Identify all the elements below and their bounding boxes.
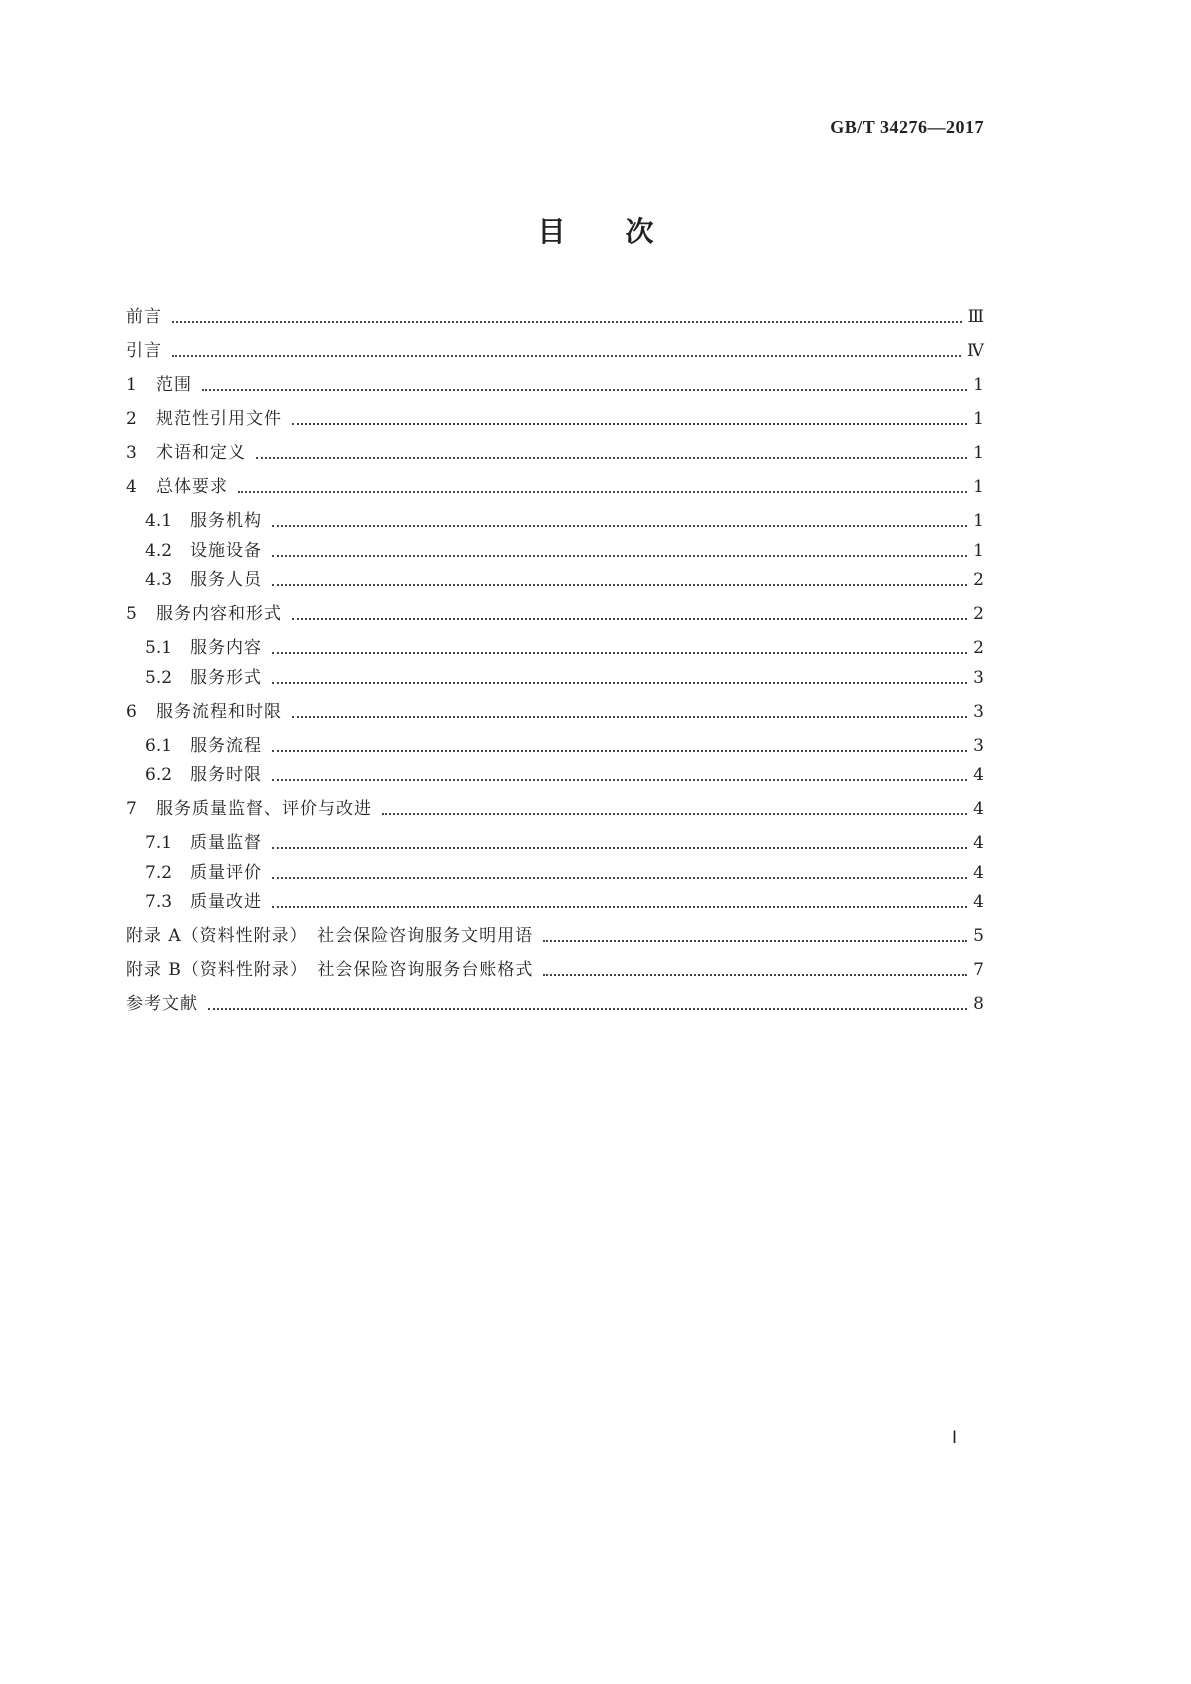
toc-entry-label: 设施设备	[190, 541, 262, 561]
dot-leader	[272, 750, 967, 752]
toc-entry-page: 2	[973, 638, 984, 658]
toc-entry-label: 范围	[156, 375, 192, 395]
dot-leader	[256, 457, 967, 459]
dot-leader	[292, 618, 967, 620]
toc-entry-label: 质量监督	[190, 833, 262, 853]
dot-leader	[543, 940, 967, 942]
toc-entry-page: 5	[973, 926, 984, 946]
dot-leader	[272, 779, 967, 781]
toc-entry-label: 参考文献	[126, 994, 198, 1014]
toc-entry-page: Ⅲ	[967, 307, 984, 327]
dot-leader	[208, 1008, 967, 1010]
toc-entry-number: 2	[126, 409, 137, 429]
toc-entry-page: 3	[973, 736, 984, 756]
dot-leader	[172, 321, 962, 323]
toc-entry-number: 4.1	[145, 511, 173, 531]
toc-entry-page: 1	[973, 511, 984, 531]
toc-entry[interactable]	[126, 924, 984, 948]
page-title: 目次	[537, 215, 714, 248]
toc-entry-number: 6	[126, 702, 137, 722]
toc-entry[interactable]	[126, 475, 984, 499]
toc-entry[interactable]	[145, 539, 984, 563]
toc-entry[interactable]	[126, 700, 984, 724]
toc-entry-page: 1	[973, 409, 984, 429]
toc-entry[interactable]	[145, 890, 984, 914]
toc-entry[interactable]	[126, 992, 984, 1016]
dot-leader	[272, 877, 967, 879]
footer-page-number: Ⅰ	[952, 1428, 958, 1447]
toc-entry-number: 4.2	[145, 541, 173, 561]
toc-entry-page: 1	[973, 443, 984, 463]
toc-entry-number: 4.3	[145, 570, 173, 590]
toc-entry-label: 服务人员	[190, 570, 262, 590]
toc-entry[interactable]	[145, 636, 984, 660]
toc-entry[interactable]	[145, 666, 984, 690]
toc-entry-page: 2	[973, 570, 984, 590]
toc-entry-label: 规范性引用文件	[156, 409, 282, 429]
dot-leader	[272, 555, 967, 557]
toc-entry[interactable]	[145, 861, 984, 885]
toc-entry-page: 4	[973, 765, 984, 785]
toc-entry-label: 服务机构	[190, 511, 262, 531]
toc-entry-page: 3	[973, 702, 984, 722]
toc-entry-page: 7	[973, 960, 984, 980]
dot-leader	[382, 813, 967, 815]
toc-entry[interactable]	[126, 441, 984, 465]
toc-entry-number: 7.2	[145, 863, 173, 883]
dot-leader	[272, 847, 967, 849]
toc-entry-number: 6.2	[145, 765, 173, 785]
toc-entry-label: 质量改进	[190, 892, 262, 912]
dot-leader	[238, 491, 967, 493]
toc-entry-label: 附录 B（资料性附录） 社会保险咨询服务台账格式	[126, 960, 534, 980]
toc-entry-number: 4	[126, 477, 137, 497]
dot-leader	[272, 525, 967, 527]
toc-entry-number: 5.2	[145, 668, 173, 688]
toc-entry[interactable]	[126, 797, 984, 821]
toc-entry-number: 5	[126, 604, 137, 624]
toc-entry-page: 1	[973, 375, 984, 395]
toc-entry-page: 4	[973, 863, 984, 883]
toc-entry-label: 总体要求	[156, 477, 228, 497]
toc-entry-label: 服务流程	[190, 736, 262, 756]
dot-leader	[292, 716, 967, 718]
toc-entry[interactable]	[126, 958, 984, 982]
dot-leader	[272, 652, 967, 654]
toc-entry-label: 服务质量监督、评价与改进	[156, 799, 372, 819]
toc-entry-number: 5.1	[145, 638, 173, 658]
toc-entry-page: 4	[973, 833, 984, 853]
toc-entry-label: 质量评价	[190, 863, 262, 883]
toc-entry-page: 4	[973, 892, 984, 912]
toc-entry[interactable]	[145, 831, 984, 855]
toc-entry-number: 1	[126, 375, 137, 395]
dot-leader	[272, 906, 967, 908]
toc-entry-page: 8	[973, 994, 984, 1014]
toc-entry[interactable]	[126, 407, 984, 431]
toc-entry-label: 前言	[126, 307, 162, 327]
dot-leader	[543, 974, 967, 976]
toc-entry-label: 附录 A（资料性附录） 社会保险咨询服务文明用语	[126, 926, 534, 946]
toc-entry-number: 7.1	[145, 833, 173, 853]
toc-entry[interactable]	[126, 339, 984, 363]
toc-entry-number: 7.3	[145, 892, 173, 912]
toc-entry-page: 3	[973, 668, 984, 688]
toc-entry[interactable]	[145, 568, 984, 592]
toc-entry-label: 服务内容和形式	[156, 604, 282, 624]
toc-entry[interactable]	[126, 373, 984, 397]
toc-entry-number: 7	[126, 799, 137, 819]
toc-entry[interactable]	[145, 509, 984, 533]
standard-number: GB/T 34276—2017	[830, 117, 984, 137]
toc-entry-label: 引言	[126, 341, 162, 361]
toc-entry[interactable]	[126, 602, 984, 626]
toc-entry[interactable]	[145, 734, 984, 758]
toc-entry-number: 3	[126, 443, 137, 463]
toc-entry-label: 术语和定义	[156, 443, 246, 463]
toc-entry-page: Ⅳ	[967, 341, 984, 361]
toc-entry-page: 2	[973, 604, 984, 624]
toc-entry-page: 1	[973, 477, 984, 497]
toc-entry-label: 服务流程和时限	[156, 702, 282, 722]
toc-entry-label: 服务形式	[190, 668, 262, 688]
dot-leader	[272, 584, 967, 586]
toc-entry[interactable]	[145, 763, 984, 787]
toc-entry-label: 服务内容	[190, 638, 262, 658]
dot-leader	[272, 682, 967, 684]
toc-entry-page: 1	[973, 541, 984, 561]
toc-entry-label: 服务时限	[190, 765, 262, 785]
toc-entry-page: 4	[973, 799, 984, 819]
toc-entry-number: 6.1	[145, 736, 173, 756]
dot-leader	[202, 389, 967, 391]
dot-leader	[292, 423, 967, 425]
dot-leader	[172, 355, 961, 357]
toc-entry[interactable]	[126, 305, 984, 329]
